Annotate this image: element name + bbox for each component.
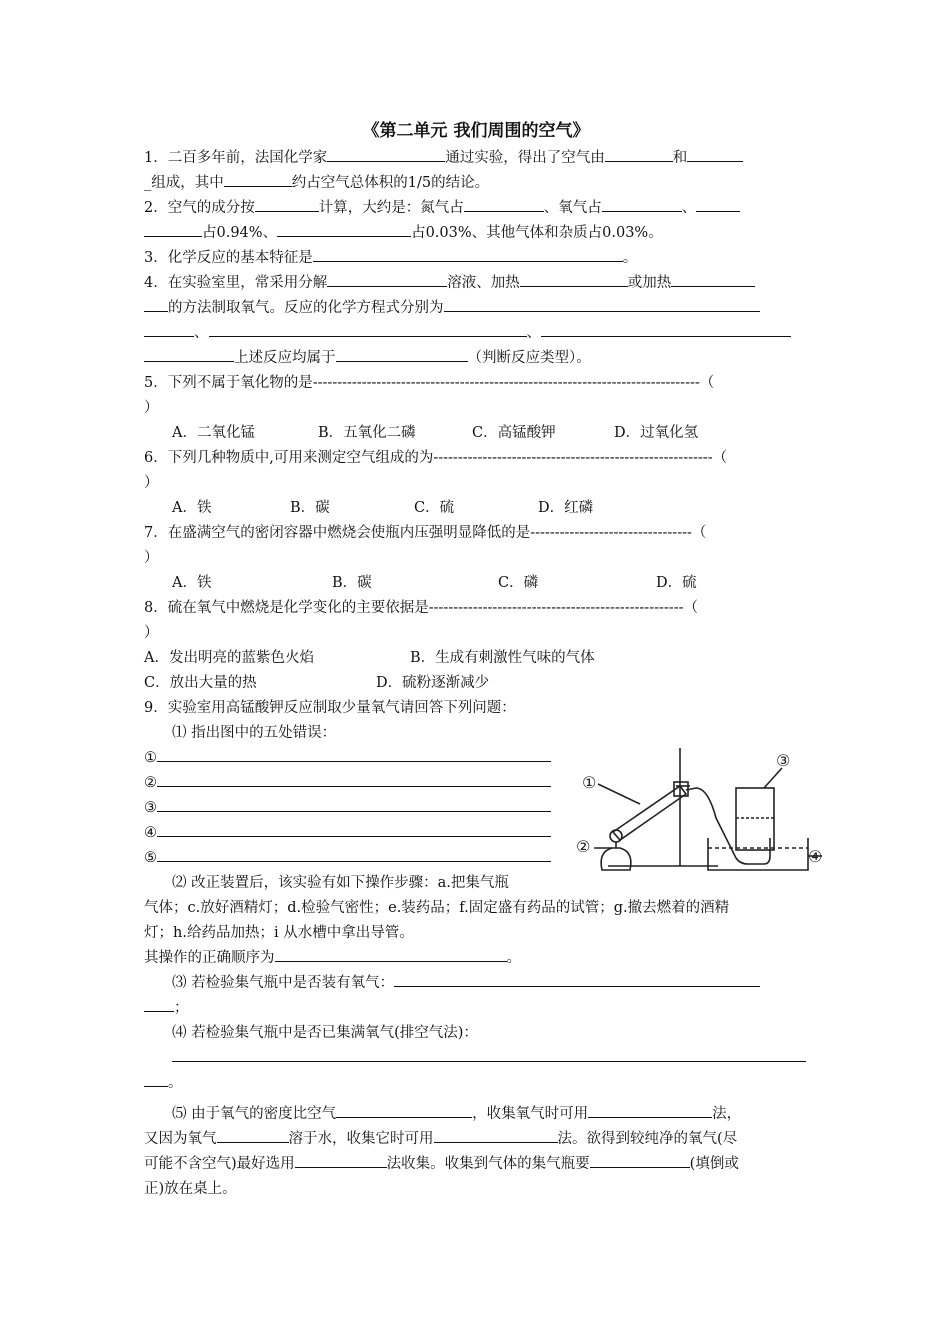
- question-5: 5．下列不属于氧化物的是-------------------------------------------------------------------------------（: [144, 375, 715, 391]
- diagram-label-3: ③: [776, 751, 791, 770]
- blank[interactable]: [696, 196, 740, 212]
- question-4-cont: 、 、: [144, 321, 808, 346]
- diagram-label-1: ①: [582, 773, 597, 792]
- page-title: 《第二单元 我们周围的空气》: [362, 121, 590, 141]
- delivery-tube: [686, 788, 770, 864]
- question-9-part5-cont: 正)放在桌上。: [144, 1181, 237, 1197]
- blank[interactable]: [541, 321, 791, 337]
- question-5-options: [144, 421, 808, 446]
- question-6: 6．下列几种物质中,可用来测定空气组成的为---------------------------------------------------------（: [144, 450, 728, 466]
- question-9-part3-cont: ；: [144, 996, 808, 1021]
- question-9-part3: ⑶ 若检验集气瓶中是否装有氧气：: [144, 971, 808, 996]
- blank[interactable]: [336, 346, 468, 362]
- question-3: 3．化学反应的基本特征是 。: [144, 246, 808, 271]
- question-9-part5: ⑸ 由于氧气的密度比空气 ，收集氧气时可用 法，: [144, 1102, 808, 1127]
- option-c[interactable]: C．磷: [498, 575, 539, 591]
- question-9-part5-cont: 又因为氧气 溶于水，收集它时可用 法。欲得到较纯净的氧气(尽: [144, 1127, 808, 1152]
- water-trough: [708, 838, 808, 870]
- question-9: 9．实验室用高锰酸钾反应制取少量氧气请回答下列问题：: [144, 700, 516, 716]
- blank[interactable]: [144, 321, 194, 337]
- question-9-part2-cont: 气体；c.放好酒精灯；d.检验气密性；e.装药品；f.固定盛有药品的试管；g.撤去燃着的酒精: [144, 900, 730, 916]
- blank[interactable]: [520, 271, 628, 287]
- blank[interactable]: [144, 1071, 168, 1087]
- option-a[interactable]: A．铁: [172, 500, 212, 516]
- blank[interactable]: [327, 271, 447, 287]
- blank[interactable]: [277, 221, 411, 237]
- question-6-close: ）: [144, 475, 159, 491]
- question-7: 7．在盛满空气的密闭容器中燃烧会使瓶内压强明显降低的是---------------------------------（: [144, 525, 707, 541]
- question-9-part2-order: 其操作的正确顺序为 。: [144, 946, 808, 971]
- question-6-options: [144, 496, 808, 521]
- blank[interactable]: [255, 196, 319, 212]
- question-8-options-row2: [144, 671, 808, 696]
- option-b[interactable]: B．碳: [290, 500, 330, 516]
- question-4-cont: 上述反应均属于 （判断反应类型）。: [144, 346, 808, 371]
- question-2: 2．空气的成分按 计算，大约是：氮气占 、氧气占 、: [144, 196, 808, 221]
- error-line: ④: [144, 821, 808, 846]
- option-a[interactable]: A．二氧化锰: [172, 425, 255, 441]
- apparatus-diagram: [568, 738, 838, 873]
- option-c[interactable]: C．放出大量的热: [144, 675, 257, 691]
- question-9-part2: ⑵ 改正装置后，该实验有如下操作步骤：a.把集气瓶: [172, 875, 509, 891]
- diagram-label-2: ②: [576, 837, 591, 856]
- blank[interactable]: [209, 321, 527, 337]
- question-9-part1: ⑴ 指出图中的五处错误：: [172, 725, 337, 741]
- blank[interactable]: [434, 1127, 558, 1143]
- option-d[interactable]: D．硫: [656, 575, 697, 591]
- question-1-cont: _组成，其中 约占空气总体积的1/5的结论。: [144, 171, 808, 196]
- blank[interactable]: [275, 946, 507, 962]
- blank[interactable]: [144, 996, 174, 1012]
- question-4-cont: 的方法制取氧气。反应的化学方程式分别为: [144, 296, 808, 321]
- blank[interactable]: [295, 1152, 387, 1168]
- blank[interactable]: [590, 1152, 690, 1168]
- blank[interactable]: [217, 1127, 289, 1143]
- question-1: 1．二百多年前，法国化学家 通过实验，得出了空气由 和: [144, 146, 808, 171]
- blank[interactable]: [336, 1102, 472, 1118]
- option-d[interactable]: D．红磷: [538, 500, 594, 516]
- blank[interactable]: [671, 271, 755, 287]
- option-d[interactable]: D．过氧化氢: [614, 425, 699, 441]
- blank[interactable]: [327, 146, 445, 162]
- option-c[interactable]: C．高锰酸钾: [472, 425, 556, 441]
- question-7-close: ）: [144, 550, 159, 566]
- blank[interactable]: [157, 771, 551, 787]
- blank[interactable]: [172, 1046, 806, 1062]
- diagram-label-4: ④: [808, 847, 823, 866]
- option-b[interactable]: B．生成有刺激性气味的气体: [410, 650, 595, 666]
- question-4: 4．在实验室里，常采用分解 溶液、加热 或加热: [144, 271, 808, 296]
- error-line: ②: [144, 771, 808, 796]
- question-9-part5-cont: 可能不含空气)最好选用 法收集。收集到气体的集气瓶要 (填倒或: [144, 1152, 808, 1177]
- question-9-part4: ⑷ 若检验集气瓶中是否已集满氧气(排空气法)：: [172, 1025, 478, 1041]
- blank[interactable]: [602, 196, 682, 212]
- blank[interactable]: [464, 196, 544, 212]
- blank[interactable]: [144, 296, 168, 312]
- gas-jar: [736, 788, 774, 850]
- blank[interactable]: [157, 846, 551, 862]
- question-5-close: ）: [144, 400, 159, 416]
- blank[interactable]: [224, 171, 292, 187]
- question-9-part2-cont: 灯；h.给药品加热；i 从水槽中拿出导管。: [144, 925, 414, 941]
- blank[interactable]: [313, 246, 623, 262]
- question-9-part4-answer: [144, 1046, 808, 1071]
- error-line: ①: [144, 746, 808, 771]
- error-line: ⑤: [144, 846, 808, 871]
- option-b[interactable]: B．五氧化二磷: [318, 425, 416, 441]
- question-8-options-row1: [144, 646, 808, 671]
- question-2-cont: 占0.94%、 占0.03%、其他气体和杂质占0.03%。: [144, 221, 808, 246]
- option-d[interactable]: D．硫粉逐渐减少: [376, 675, 490, 691]
- blank[interactable]: [157, 796, 551, 812]
- blank[interactable]: [588, 1102, 712, 1118]
- blank[interactable]: [687, 146, 743, 162]
- option-a[interactable]: A．铁: [172, 575, 212, 591]
- option-a[interactable]: A．发出明亮的蓝紫色火焰: [144, 650, 314, 666]
- question-7-options: [144, 571, 808, 596]
- blank[interactable]: [144, 221, 202, 237]
- question-9-part4-cont: 。: [144, 1071, 808, 1096]
- test-tube: [613, 786, 686, 840]
- question-8: 8．硫在氧气中燃烧是化学变化的主要依据是----------------------------------------------------（: [144, 600, 698, 616]
- blank[interactable]: [444, 296, 760, 312]
- blank[interactable]: [157, 746, 551, 762]
- blank[interactable]: [394, 971, 760, 987]
- option-c[interactable]: C．硫: [414, 500, 455, 516]
- blank[interactable]: [157, 821, 551, 837]
- option-b[interactable]: B．碳: [332, 575, 372, 591]
- error-line: ③: [144, 796, 808, 821]
- blank[interactable]: [144, 346, 234, 362]
- blank[interactable]: [605, 146, 673, 162]
- question-8-close: ）: [144, 625, 159, 641]
- worksheet: [144, 118, 808, 1202]
